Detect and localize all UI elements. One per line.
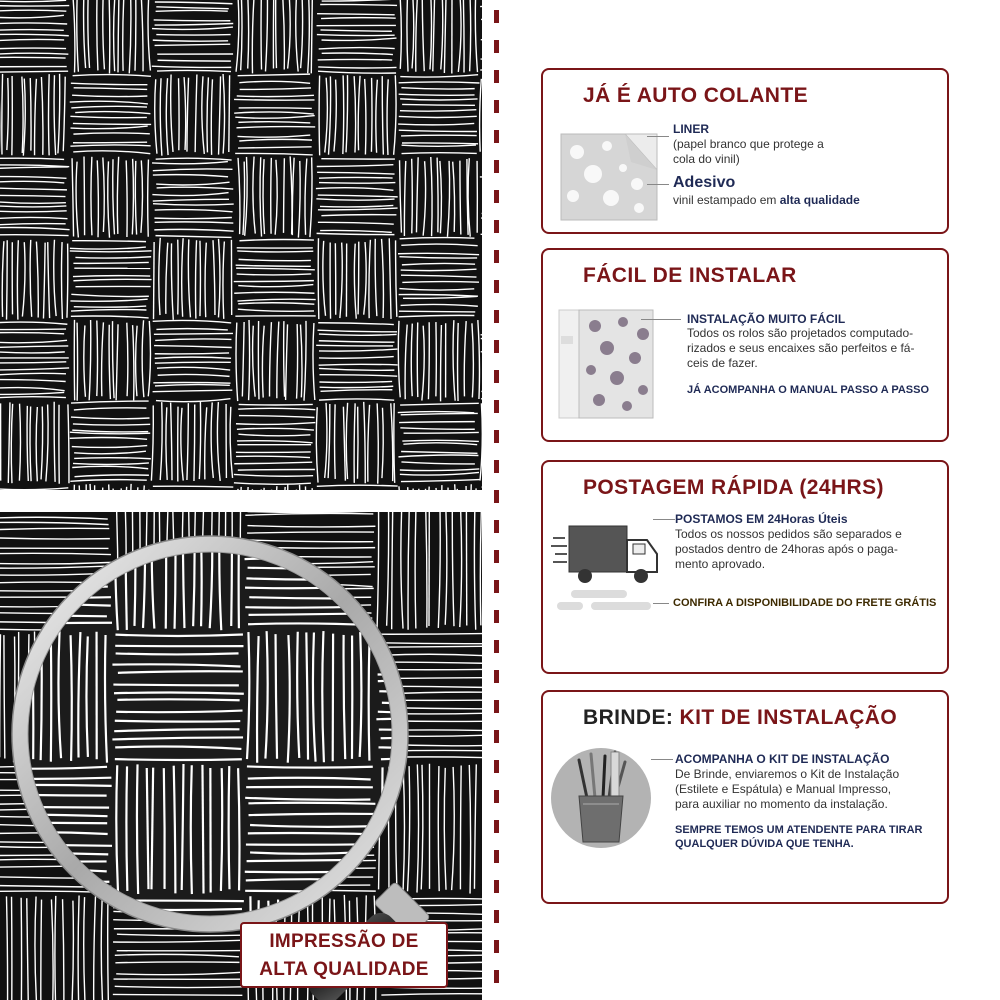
wallpaper-roll-icon — [557, 306, 657, 424]
pattern-preview-zoomed — [0, 512, 482, 1000]
shipping-desc-line2: postados dentro de 24horas após o paga- — [675, 542, 898, 556]
card-title-self-adhesive: JÁ É AUTO COLANTE — [583, 84, 808, 107]
shipping-heading: POSTAMOS EM 24Horas Úteis — [675, 512, 848, 526]
connector-line — [651, 759, 673, 760]
shipping-desc-line1: Todos os nossos pedidos são separados e — [675, 527, 902, 541]
install-heading: INSTALAÇÃO MUITO FÁCIL — [687, 312, 846, 326]
quality-badge — [240, 922, 448, 988]
vinyl-sample-icon — [559, 132, 663, 224]
gift-note-line2: QUALQUER DÚVIDA QUE TENHA. — [675, 838, 854, 850]
gift-desc-line1: De Brinde, enviaremos o Kit de Instalação — [675, 767, 900, 781]
connector-line — [641, 319, 681, 320]
card-title-fast-shipping: POSTAGEM RÁPIDA (24HRS) — [583, 476, 884, 499]
install-desc-line1: Todos os rolos são projetados computado- — [687, 326, 914, 340]
liner-heading: LINER — [673, 122, 709, 136]
pattern-preview-top — [0, 0, 482, 490]
gift-desc-line2: (Estilete e Espátula) e Manual Impresso, — [675, 782, 892, 796]
connector-line — [653, 519, 675, 520]
delivery-truck-icon — [551, 518, 663, 618]
gift-note-line1: SEMPRE TEMOS UM ATENDENTE PARA TIRAR — [675, 824, 923, 836]
quality-badge-line2: ALTA QUALIDADE — [259, 959, 429, 980]
connector-line — [647, 184, 669, 185]
install-desc-line2: rizados e seus encaixes são perfeitos e fá- — [687, 341, 915, 355]
dashed-separator — [494, 10, 499, 995]
gift-desc-line3: para auxiliar no momento da instalação. — [675, 797, 888, 811]
card-title-gift-kit: BRINDE: KIT DE INSTALAÇÃO — [583, 706, 898, 729]
card-gift-kit — [541, 690, 949, 904]
card-self-adhesive — [541, 68, 949, 234]
shipping-note: CONFIRA A DISPONIBILIDADE DO FRETE GRÁTIS — [673, 597, 937, 609]
gift-heading: ACOMPANHA O KIT DE INSTALAÇÃO — [675, 752, 890, 766]
liner-desc-line2: cola do vinil) — [673, 152, 740, 166]
card-title-easy-install: FÁCIL DE INSTALAR — [583, 264, 797, 287]
quality-badge-line1: IMPRESSÃO DE — [269, 931, 419, 952]
card-fast-shipping — [541, 460, 949, 674]
adesivo-desc: vinil estampado em alta qualidade — [673, 193, 860, 207]
connector-line — [653, 603, 669, 604]
shipping-desc-line3: mento aprovado. — [675, 557, 766, 571]
woven-pattern-top — [0, 0, 482, 490]
install-note: JÁ ACOMPANHA O MANUAL PASSO A PASSO — [687, 384, 930, 396]
tool-cup-icon — [549, 746, 653, 850]
connector-line — [647, 136, 669, 137]
liner-desc-line1: (papel branco que protege a — [673, 137, 824, 151]
adesivo-heading: Adesivo — [673, 174, 736, 191]
card-easy-install — [541, 248, 949, 442]
install-desc-line3: ceis de fazer. — [687, 356, 758, 370]
